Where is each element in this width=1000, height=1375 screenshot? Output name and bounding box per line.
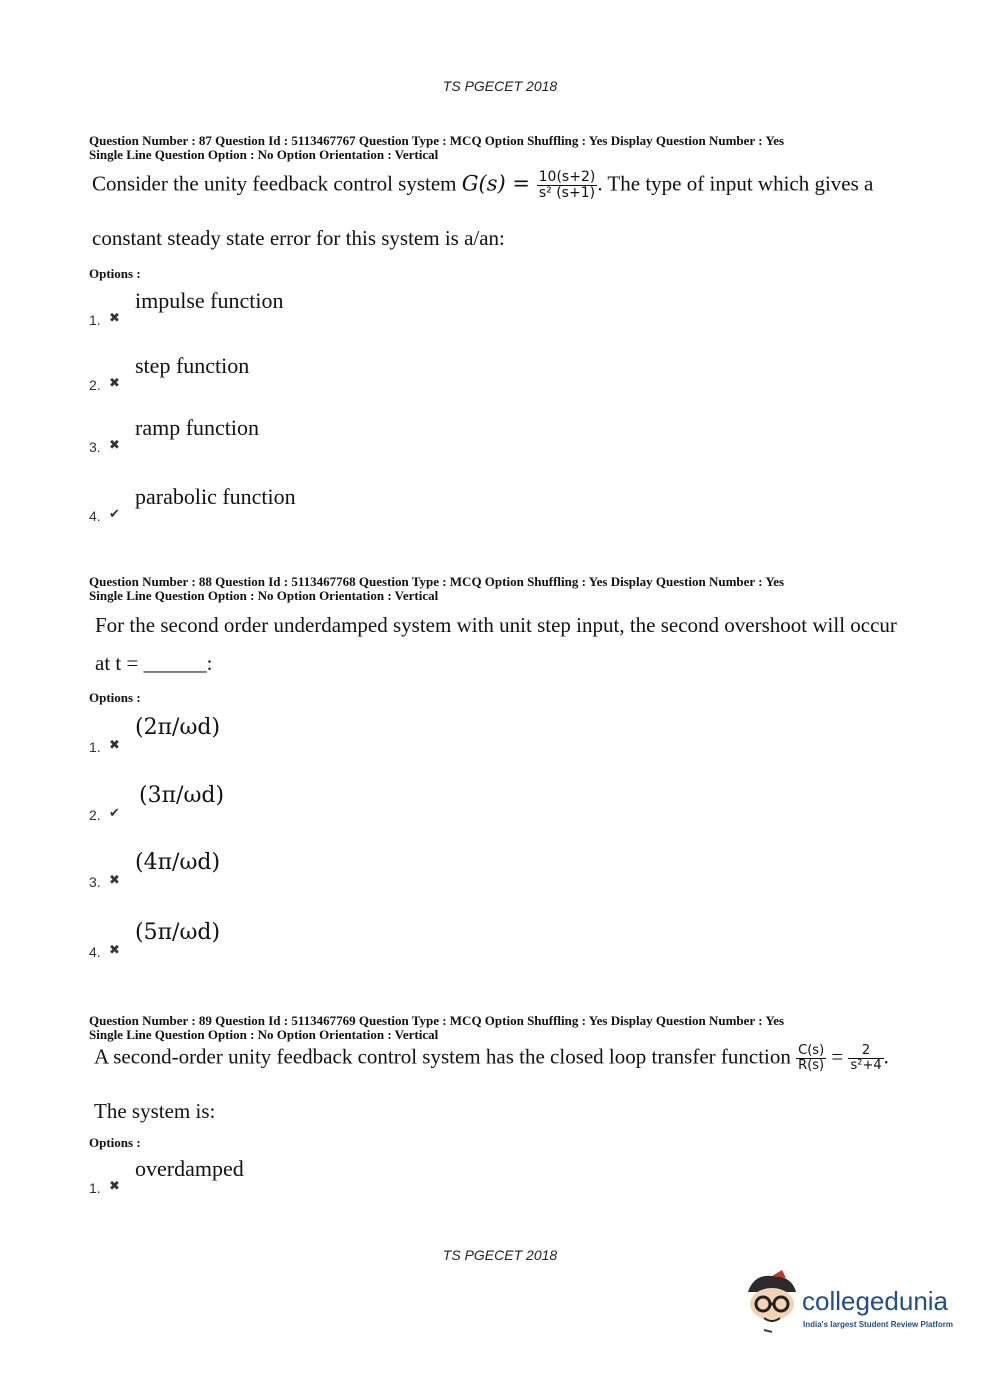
option-number: 2.	[89, 807, 101, 823]
cross-icon: ✖	[109, 376, 120, 391]
option-number: 1.	[89, 739, 101, 755]
question-text-part: . The type of input which gives a	[597, 171, 874, 196]
question-88-text: For the second order underdamped system with unit step input, the second overshoot will occur	[95, 613, 897, 637]
fraction-numerator: 2	[848, 1044, 883, 1059]
meta-line-2: Single Line Question Option : No Option Orientation : Vertical	[89, 147, 439, 162]
fraction-denominator: R(s)	[798, 1058, 825, 1074]
cross-icon: ✖	[109, 438, 120, 453]
question-text-part: A second-order unity feedback control system has the closed loop transfer function	[94, 1044, 797, 1069]
options-label: Options :	[89, 690, 141, 705]
question-text-part: Consider the unity feedback control system	[92, 171, 462, 196]
question-88-meta	[89, 575, 784, 603]
meta-line-1: Question Number : 88 Question Id : 5113467768 Question Type : MCQ Option Shuffling : Yes Display Question Number : Yes	[89, 574, 785, 589]
option-88-4[interactable]	[89, 920, 689, 960]
transfer-function-label: G(s) =	[461, 171, 537, 196]
option-88-1[interactable]	[89, 715, 689, 755]
page-header: TS PGECET 2018	[442, 78, 558, 94]
option-text: parabolic function	[135, 484, 296, 509]
closed-loop-fraction	[796, 1044, 826, 1074]
option-number: 1.	[89, 312, 101, 328]
option-87-4[interactable]	[89, 484, 689, 524]
transfer-value-fraction	[848, 1044, 883, 1074]
cross-icon: ✖	[109, 738, 120, 753]
question-89-meta	[89, 1014, 784, 1042]
question-89-text-line2: The system is:	[94, 1099, 216, 1123]
options-label: Options :	[89, 266, 141, 281]
option-text: (4π/ωd)	[135, 850, 221, 875]
option-text: (3π/ωd)	[139, 783, 225, 808]
fraction-numerator: 10(s+2)	[538, 169, 596, 185]
option-number: 3.	[89, 874, 101, 890]
option-number: 4.	[89, 508, 101, 524]
question-87-text-line2: constant steady state error for this system is a/an:	[92, 226, 505, 250]
fraction-denominator: s² (s+1)	[538, 185, 596, 202]
logo-wordmark: collegedunia	[802, 1286, 949, 1316]
cross-icon: ✖	[109, 1179, 120, 1194]
meta-line-1: Question Number : 87 Question Id : 5113467767 Question Type : MCQ Option Shuffling : Yes Display Question Number : Yes	[89, 133, 785, 148]
cross-icon: ✖	[109, 873, 120, 888]
cross-icon: ✖	[109, 311, 120, 326]
option-number: 1.	[89, 1180, 101, 1196]
option-number: 4.	[89, 944, 101, 960]
question-89-text: A second-order unity feedback control system has the closed loop transfer function $\frac{C(s)}{R(s)}$ = $\frac{2}{\text{s²+4}}$ .	[94, 1043, 889, 1074]
page-footer: TS PGECET 2018	[442, 1247, 558, 1263]
meta-line-2: Single Line Question Option : No Option Orientation : Vertical	[89, 1027, 439, 1042]
options-label: Options :	[89, 1135, 141, 1150]
option-87-2[interactable]	[89, 353, 689, 393]
option-number: 3.	[89, 439, 101, 455]
equals-sign: =	[826, 1044, 849, 1069]
option-text: (5π/ωd)	[135, 920, 221, 945]
collegedunia-logo[interactable]	[742, 1270, 972, 1340]
option-87-3[interactable]	[89, 415, 689, 455]
option-text: impulse function	[135, 288, 284, 313]
transfer-function-fraction	[537, 170, 598, 202]
cross-icon: ✖	[109, 943, 120, 958]
question-88-text-line2: at t = ______:	[95, 651, 213, 675]
option-text: (2π/ωd)	[135, 715, 221, 740]
option-text: ramp function	[135, 415, 260, 440]
check-icon: ✔	[109, 806, 120, 821]
option-88-2[interactable]	[89, 783, 689, 823]
meta-line-2: Single Line Question Option : No Option Orientation : Vertical	[89, 588, 439, 603]
fraction-numerator: C(s)	[798, 1043, 825, 1058]
mascot-icon	[742, 1270, 802, 1340]
fraction-denominator: s²+4	[850, 1058, 882, 1074]
logo-tagline: India's largest Student Review Platform	[803, 1320, 953, 1329]
meta-line-1: Question Number : 89 Question Id : 5113467769 Question Type : MCQ Option Shuffling : Yes Display Question Number : Yes	[89, 1013, 785, 1028]
question-87-meta	[89, 134, 784, 162]
option-number: 2.	[89, 377, 101, 393]
option-text: step function	[135, 353, 250, 378]
option-text: overdamped	[135, 1156, 244, 1181]
question-87-text	[92, 170, 873, 202]
option-88-3[interactable]	[89, 850, 689, 890]
check-icon: ✔	[109, 507, 120, 522]
option-87-1[interactable]	[89, 288, 689, 328]
option-89-1[interactable]	[89, 1156, 689, 1196]
